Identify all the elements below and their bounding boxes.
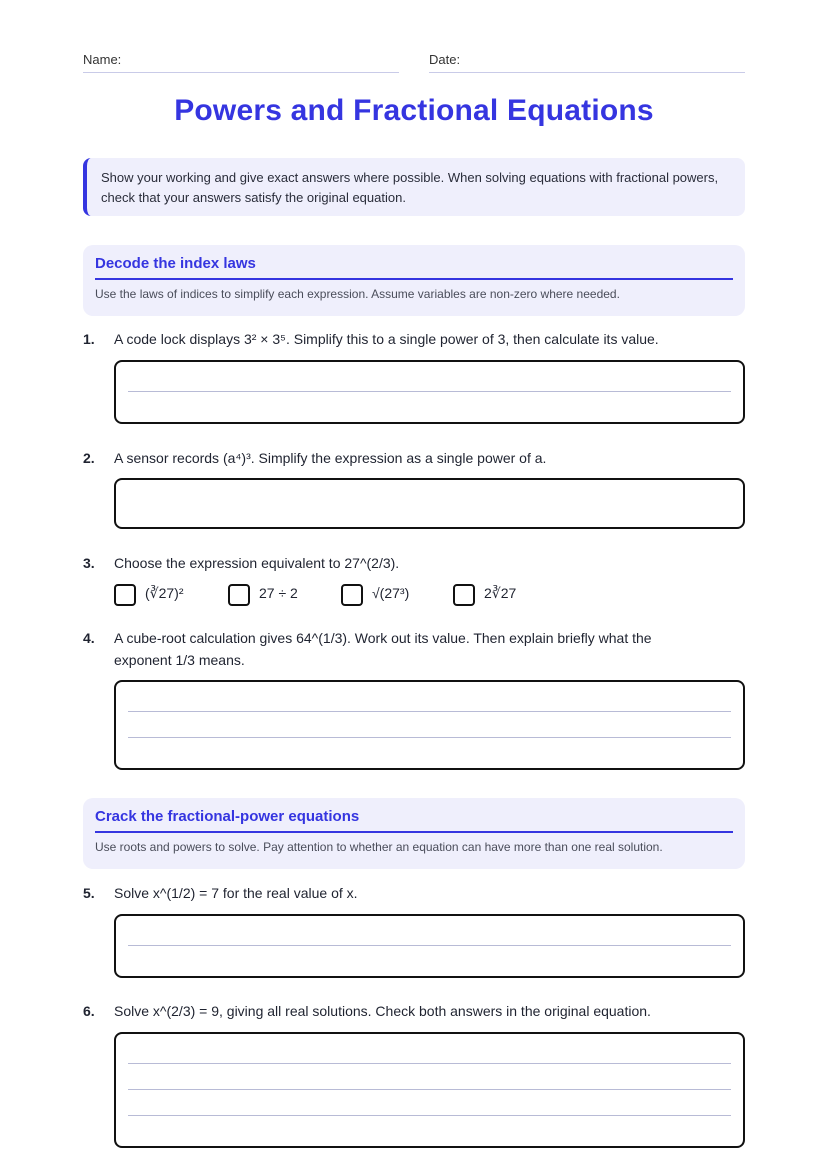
section-title: Crack the fractional-power equations xyxy=(95,808,733,833)
section-title: Decode the index laws xyxy=(95,255,733,280)
answer-box-6[interactable] xyxy=(114,1032,745,1148)
question-text: Solve x^(2/3) = 9, giving all real solutions. Check both answers in the original equation. xyxy=(114,1003,651,1019)
header-row xyxy=(83,52,745,74)
section-subtitle: Use roots and powers to solve. Pay attention to whether an equation can have more than one real solution. xyxy=(95,840,663,854)
writing-line xyxy=(128,945,731,946)
question-number: 2. xyxy=(83,450,95,466)
writing-line xyxy=(128,1089,731,1090)
question-text: A sensor records (a⁴)³. Simplify the expression as a single power of a. xyxy=(114,450,547,466)
date-label: Date: xyxy=(429,52,461,67)
answer-box-4[interactable] xyxy=(114,680,745,770)
section-fractional-equations xyxy=(83,798,745,869)
question-text: Choose the expression equivalent to 27^(2/3). xyxy=(114,555,400,571)
option-label: (∛27)² xyxy=(145,585,184,601)
answer-box-5[interactable] xyxy=(114,914,745,978)
option-label: 2∛27 xyxy=(484,585,517,601)
question-number: 5. xyxy=(83,885,95,901)
answer-box-1[interactable] xyxy=(114,360,745,424)
option-label: √(27³) xyxy=(372,585,410,601)
instructions-box: Show your working and give exact answers where possible. When solving equations with fractional powers, check that your answers satisfy the original equation. xyxy=(83,158,745,216)
answer-box-2[interactable] xyxy=(114,478,745,529)
writing-line xyxy=(128,391,731,392)
checkbox[interactable] xyxy=(228,584,250,606)
question-number: 1. xyxy=(83,331,95,347)
question-number: 6. xyxy=(83,1003,95,1019)
name-label: Name: xyxy=(83,52,122,67)
writing-line xyxy=(128,737,731,738)
checkbox[interactable] xyxy=(114,584,136,606)
question-text: Solve x^(1/2) = 7 for the real value of x. xyxy=(114,885,358,901)
date-field[interactable] xyxy=(429,52,745,73)
question-number: 4. xyxy=(83,630,95,646)
multiple-choice-options xyxy=(114,584,714,608)
page-title: Powers and Fractional Equations xyxy=(174,94,654,127)
question-text: A cube-root calculation gives 64^(1/3). Work out its value. Then explain briefly what the exponent 1/3 means. xyxy=(114,630,652,668)
writing-line xyxy=(128,1115,731,1116)
writing-line xyxy=(128,1063,731,1064)
name-field[interactable] xyxy=(83,52,399,73)
section-subtitle: Use the laws of indices to simplify each expression. Assume variables are non-zero where needed. xyxy=(95,287,620,301)
writing-line xyxy=(128,711,731,712)
option-label: 27 ÷ 2 xyxy=(259,585,298,601)
checkbox[interactable] xyxy=(453,584,475,606)
question-number: 3. xyxy=(83,555,95,571)
section-index-laws xyxy=(83,245,745,316)
checkbox[interactable] xyxy=(341,584,363,606)
question-text: A code lock displays 3² × 3⁵. Simplify this to a single power of 3, then calculate its value. xyxy=(114,331,659,347)
